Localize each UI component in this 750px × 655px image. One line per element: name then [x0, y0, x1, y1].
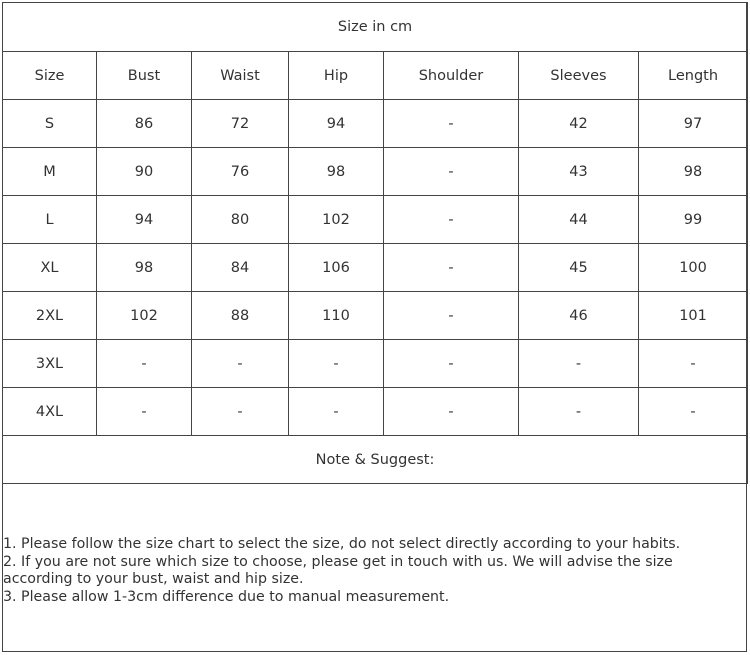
- table-cell: -: [519, 388, 639, 436]
- table-row: [3, 388, 748, 436]
- notes-section: [3, 536, 743, 607]
- table-cell: 98: [639, 148, 748, 196]
- table-cell: -: [97, 340, 192, 388]
- table-cell: 97: [639, 100, 748, 148]
- table-cell: 45: [519, 244, 639, 292]
- column-header: Bust: [97, 52, 192, 100]
- table-cell: 76: [192, 148, 289, 196]
- column-header: Hip: [289, 52, 384, 100]
- column-header: Sleeves: [519, 52, 639, 100]
- table-cell: 90: [97, 148, 192, 196]
- table-cell: -: [192, 340, 289, 388]
- table-title: Size in cm: [3, 3, 748, 52]
- table-cell: 100: [639, 244, 748, 292]
- table-cell: S: [3, 100, 97, 148]
- table-cell: 98: [289, 148, 384, 196]
- table-cell: -: [384, 340, 519, 388]
- table-row: [3, 148, 748, 196]
- table-cell: 106: [289, 244, 384, 292]
- table-row: [3, 292, 748, 340]
- table-cell: -: [384, 196, 519, 244]
- table-cell: -: [639, 388, 748, 436]
- table-cell: -: [384, 292, 519, 340]
- note-heading-row: [3, 436, 748, 484]
- table-cell: 101: [639, 292, 748, 340]
- table-cell: 2XL: [3, 292, 97, 340]
- table-cell: 42: [519, 100, 639, 148]
- table-cell: 102: [97, 292, 192, 340]
- table-cell: 3XL: [3, 340, 97, 388]
- table-cell: 43: [519, 148, 639, 196]
- note-item: 3. Please allow 1-3cm difference due to manual measurement.: [3, 589, 450, 606]
- table-cell: 88: [192, 292, 289, 340]
- table-cell: 99: [639, 196, 748, 244]
- table-cell: -: [519, 340, 639, 388]
- table-cell: 94: [97, 196, 192, 244]
- note-heading: Note & Suggest:: [3, 436, 748, 484]
- table-cell: L: [3, 196, 97, 244]
- table-row: [3, 340, 748, 388]
- table-row: [3, 196, 748, 244]
- table-cell: -: [289, 340, 384, 388]
- column-header: Size: [3, 52, 97, 100]
- table-cell: 86: [97, 100, 192, 148]
- column-header: Length: [639, 52, 748, 100]
- table-cell: 98: [97, 244, 192, 292]
- table-cell: 102: [289, 196, 384, 244]
- table-row: [3, 244, 748, 292]
- table-row: [3, 100, 748, 148]
- table-cell: 46: [519, 292, 639, 340]
- table-cell: XL: [3, 244, 97, 292]
- table-cell: -: [384, 244, 519, 292]
- size-chart-table: [2, 2, 748, 484]
- table-cell: 80: [192, 196, 289, 244]
- table-cell: 4XL: [3, 388, 97, 436]
- table-cell: -: [639, 340, 748, 388]
- table-cell: 72: [192, 100, 289, 148]
- table-cell: -: [384, 388, 519, 436]
- table-cell: -: [289, 388, 384, 436]
- table-cell: 110: [289, 292, 384, 340]
- note-item: 2. If you are not sure which size to choose, please get in touch with us. We will advise the size according to your bust, waist and hip size.: [3, 553, 673, 588]
- table-cell: -: [192, 388, 289, 436]
- table-cell: 44: [519, 196, 639, 244]
- note-item: 1. Please follow the size chart to select the size, do not select directly according to your habits.: [3, 536, 681, 552]
- column-header: Waist: [192, 52, 289, 100]
- table-cell: M: [3, 148, 97, 196]
- table-cell: 84: [192, 244, 289, 292]
- table-cell: -: [97, 388, 192, 436]
- header-row: [3, 52, 748, 100]
- table-cell: -: [384, 148, 519, 196]
- column-header: Shoulder: [384, 52, 519, 100]
- table-cell: -: [384, 100, 519, 148]
- title-row: [3, 3, 748, 52]
- table-cell: 94: [289, 100, 384, 148]
